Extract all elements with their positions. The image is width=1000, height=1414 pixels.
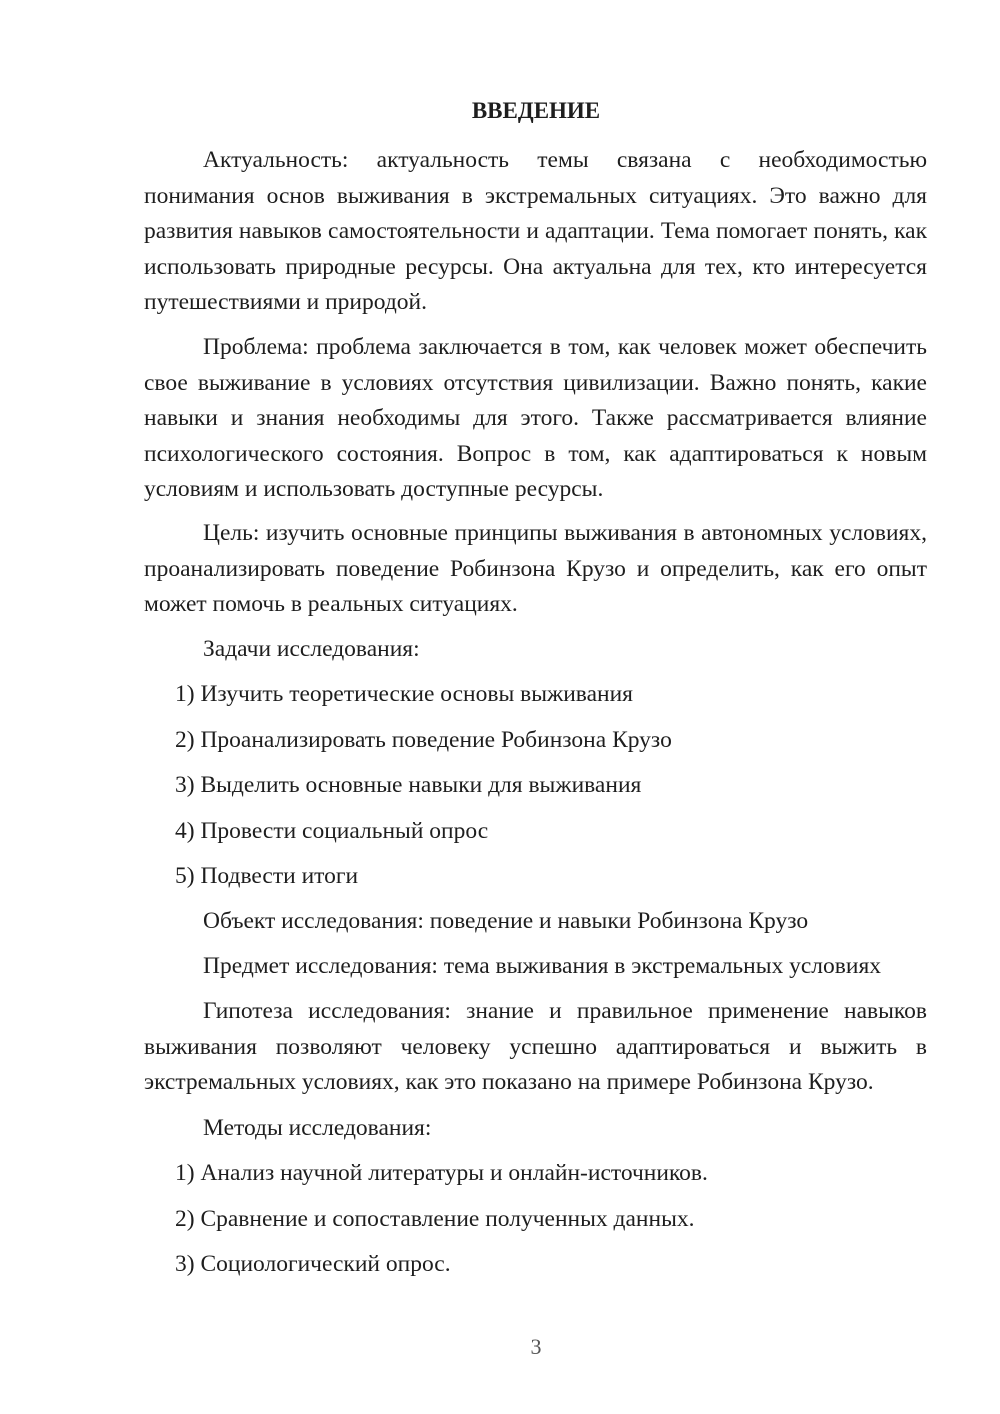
list-item: 1) Изучить теоретические основы выживания bbox=[175, 681, 633, 707]
tasks-title: Задачи исследования: bbox=[203, 636, 420, 662]
list-item: 2) Сравнение и сопоставление полученных данных. bbox=[175, 1206, 695, 1232]
problem-paragraph: Проблема: проблема заключается в том, как человек может обеспечить свое выживание в условиях отсутствия цивилизации. Важно понять, какие навыки и знания необходимы для этого. Также рассматривается влияние психологического состояния. Вопрос в том, как адаптироваться к новым условиям и использовать доступные ресурсы. bbox=[144, 334, 927, 502]
section-heading: ВВЕДЕНИЕ bbox=[471, 98, 601, 123]
methods-title: Методы исследования: bbox=[203, 1115, 432, 1141]
relevance-paragraph: Актуальность: актуальность темы связана с необходимостью понимания основ выживания в экстремальных ситуациях. Это важно для развития навыков самостоятельности и адаптации. Тема помогает понять, как использовать природные ресурсы. Она актуальна для тех, кто интересуется путешествиями и природой. bbox=[144, 147, 927, 315]
research-object: Объект исследования: поведение и навыки Робинзона Крузо bbox=[203, 908, 809, 934]
list-item: 5) Подвести итоги bbox=[175, 863, 359, 889]
list-item: 3) Выделить основные навыки для выживания bbox=[175, 772, 642, 798]
goal-paragraph: Цель: изучить основные принципы выживания в автономных условиях, проанализировать поведение Робинзона Крузо и определить, как его опыт может помочь в реальных ситуациях. bbox=[144, 520, 927, 617]
hypothesis-paragraph: Гипотеза исследования: знание и правильное применение навыков выживания позволяют человеку успешно адаптироваться и выжить в экстремальных условиях, как это показано на примере Робинзона Крузо. bbox=[144, 998, 927, 1095]
research-subject: Предмет исследования: тема выживания в экстремальных условиях bbox=[203, 953, 882, 979]
list-item: 3) Социологический опрос. bbox=[175, 1251, 451, 1277]
list-item: 4) Провести социальный опрос bbox=[175, 818, 489, 844]
page-number: 3 bbox=[530, 1334, 542, 1359]
list-item: 2) Проанализировать поведение Робинзона Крузо bbox=[175, 727, 672, 753]
list-item: 1) Анализ научной литературы и онлайн-источников. bbox=[175, 1160, 708, 1186]
